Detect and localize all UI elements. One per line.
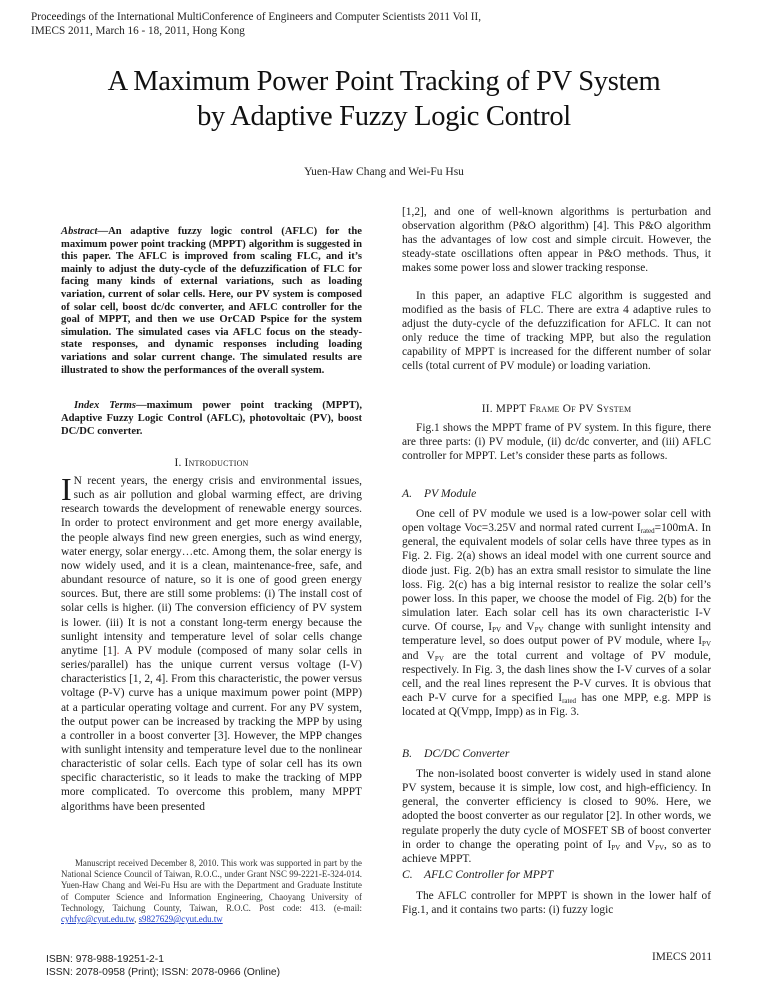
- text-run: , so as to achieve MPPT.: [402, 838, 711, 865]
- introduction-paragraph: [61, 471, 362, 814]
- subsection-title: DC/DC Converter: [424, 747, 510, 760]
- text-run: The non-isolated boost converter is widely used in stand alone PV system, because it is simple, low cost, and high-efficiency. In general, the converter efficiency is closed to 90%. Here, we adopted the boost converter as our regulator [2]. In other words, we regulate properly the duty cycle of MOSFET SB of boost converter in order to change the operating point of I: [402, 768, 711, 851]
- conference-footer: IMECS 2011: [652, 951, 713, 963]
- title-line-2: by Adaptive Fuzzy Logic Control: [197, 101, 571, 132]
- text-run: One cell of PV module we used is a low-power solar cell with open voltage Voc=3.25V and normal rated current I: [402, 508, 711, 535]
- subsection-heading-dcdc-converter: [402, 747, 509, 760]
- text-run: are the total current and voltage of PV module, respectively. In Fig. 3, the dash lines show the I-V curves of a solar cell, and the real lines represent the P-V curves. It is obvious that each P-V curve for a specified I: [402, 649, 711, 705]
- paragraph-aflc-controller: The AFLC controller for MPPT is shown in the lower half of Fig.1, and it contains two parts: (i) fuzzy logic: [402, 890, 711, 917]
- isbn: ISBN: 978-988-19251-2-1: [46, 954, 164, 965]
- paragraph-mppt-frame: Fig.1 shows the MPPT frame of PV system. In this figure, there are three parts: (i) PV module, (ii) dc/dc converter, and (iii) AFLC controller for MPPT. Let’s consider these parts as follows.: [402, 422, 711, 463]
- paragraph-adaptive-flc: In this paper, an adaptive FLC algorithm is suggested and modified as the basis of FLC. There are extra 4 adaptive rules to adjust the duty-cycle of the defuzzification for AFLC. It can not only reduce the time of tracking MPP, but also the regulation capability of MPPT is increased for the different number of solar cells (total current of PV module) or loading variation.: [402, 290, 711, 372]
- footnote-text: Manuscript received December 8, 2010. This work was supported in part by the National Science Council of Taiwan, R.O.C., under Grant NSC 99-2221-E-324-014. Yuen-Haw Chang and Wei-Fu Hsu are with the Department and Graduate Institute of Computer Science and Information Engineering, Chaoyang University of Technology, Taichung County, Taiwan, R.O.C. Post code: 413. (e-mail:: [61, 858, 362, 913]
- index-terms-dash: —: [135, 400, 147, 411]
- title-line-1: A Maximum Power Point Tracking of PV System: [107, 66, 661, 97]
- text-run: change with sunlight intensity and temperature level, so does output power of PV module, where I: [402, 621, 711, 648]
- subsection-title: AFLC Controller for MPPT: [424, 868, 554, 881]
- paragraph-pv-module: [402, 507, 711, 719]
- index-terms-lead: Index Terms: [74, 400, 136, 411]
- issn: ISSN: 2078-0958 (Print); ISSN: 2078-0966 (Online): [46, 967, 281, 978]
- subsection-number: C.: [402, 868, 413, 881]
- subscript-pv: PV: [492, 626, 502, 635]
- intro-text-part-1: N recent years, the energy crisis and environmental issues, such as air pollution and global warming effect, are driving research towards the development of renewable energy sources. In order to protect environment and get more energy available, the people always find new green energies, such as wind energy, water energy, solar energy…etc. Among them, the solar energy is now widely used, and it is a clean, maintenance-free, safe, and abundant resource of nature, so it is one of good green energy sources. But, there are still some problems: (i) The install cost of solar cells is higher. (ii) The conversion efficiency of PV system is lower. (iii) It is not a constant long-term energy because the sunlight intensity and temperature level of solar cells change anytime [1]: [61, 475, 362, 657]
- subscript-pv: PV: [434, 654, 444, 663]
- index-terms-text: maximum power point tracking (MPPT), Adaptive Fuzzy Logic Control (AFLC), photovoltaic (PV), boost DC/DC converter.: [61, 400, 362, 437]
- subscript-pv: PV: [534, 626, 544, 635]
- email-link-2[interactable]: s9827629@cyut.edu.tw: [138, 914, 223, 925]
- footnote-separator: ,: [134, 914, 139, 925]
- subscript-pv: PV: [655, 843, 665, 852]
- email-link-1[interactable]: cyhfyc@cyut.edu.tw: [61, 914, 135, 925]
- subsection-number: A.: [402, 487, 412, 500]
- section-heading-mppt-frame: II. MPPT Frame Of PV System: [481, 403, 632, 415]
- subscript-pv: PV: [611, 843, 621, 852]
- intro-text-part-2: A PV module (composed of many solar cells in series/parallel) has the unique current versus voltage (I-V) characteristics [1, 2, 4]. From this characteristic, the power versus voltage (P-V) curve has a unique maximum power point (MPP) at a particular operating voltage and current. For any PV system, the output power can be increased by tracking the MPP by using a controller in a boost converter [3]. However, the MPP changes with sunlight intensity and temperature level due to the nonlinear characteristic of solar cells. Each type of solar cell has its own specific characteristic, so it leads to make the tracking of MPP more complicated. To overcome this problem, many MPPT algorithms have been presented: [61, 644, 362, 813]
- subsection-title: PV Module: [424, 487, 477, 500]
- abstract-text: An adaptive fuzzy logic control (AFLC) for the maximum power point tracking (MPPT) algorithm is suggested in this paper. The AFLC is improved from scaling FLC, and it’s mainly to adjust the duty-cycle of the defuzzification of FLC for facing many kinds of external variations, such as loading variation, current of solar cells. Here, our PV system is composed of solar cell, boost dc/dc converter, and AFLC controller for the goal of MPPT, and then we use OrCAD Pspice for the system simulation. The simulated cases via AFLC focus on the steady-state responses, and dynamic responses including loading variations and solar current change. The simulated results are illustrated to show the performances of the overall system.: [61, 226, 362, 376]
- subscript-pv: PV: [702, 640, 711, 649]
- index-terms: [61, 400, 362, 438]
- abstract: [61, 226, 362, 377]
- text-run: and V: [620, 838, 656, 851]
- text-run: and V: [501, 621, 535, 634]
- paragraph-continued: [1,2], and one of well-known algorithms is perturbation and observation algorithm (P&O algorithm) [4]. This P&O algorithm has the advantages of low cost and simple circuit. However, the steady-state oscillations often appear in P&O methods. Thus, it makes some power loss and slower tracking response.: [402, 206, 711, 274]
- citation-marker: .: [116, 644, 120, 657]
- drop-cap: I: [61, 471, 72, 507]
- running-head: [31, 10, 731, 38]
- subscript-rated: rated: [640, 527, 655, 536]
- footnote: [61, 858, 362, 925]
- subscript-rated: rated: [562, 697, 577, 706]
- text-run: and V: [402, 649, 435, 662]
- running-head-line-2: IMECS 2011, March 16 - 18, 2011, Hong Kong: [31, 25, 245, 37]
- subsection-heading-pv-module: [402, 487, 476, 500]
- abstract-lead: Abstract: [61, 226, 98, 237]
- paragraph-dcdc-converter: [402, 767, 711, 866]
- subsection-heading-aflc-controller: [402, 868, 553, 881]
- abstract-dash: —: [97, 226, 109, 237]
- section-heading-introduction: I. Introduction: [174, 457, 249, 469]
- authors: Yuen-Haw Chang and Wei-Fu Hsu: [304, 166, 464, 178]
- paper-title: [0, 64, 768, 134]
- running-head-line-1: Proceedings of the International MultiConference of Engineers and Computer Scientists 2011 Vol II,: [31, 11, 481, 23]
- text-run: has one MPP, e.g. MPP is located at Q(Vmpp, Impp) as in Fig. 3.: [402, 692, 711, 719]
- isbn-block: [46, 953, 280, 979]
- text-run: =100mA. In general, the equivalent models of solar cells have three types as in Fig. 2. Fig. 2(a) shows an ideal model with one current source and diode just. Fig. 2(b) has an extra small resistor to simulate the line loss. Fig. 2(c) has a big internal resistor to realize the solar cell’s power loss. In this paper, we choose the model of Fig. 2(b) for the simulation later. Each solar cell has its own characteristic I-V curve. Of course, I: [402, 522, 712, 634]
- subsection-number: B.: [402, 747, 412, 760]
